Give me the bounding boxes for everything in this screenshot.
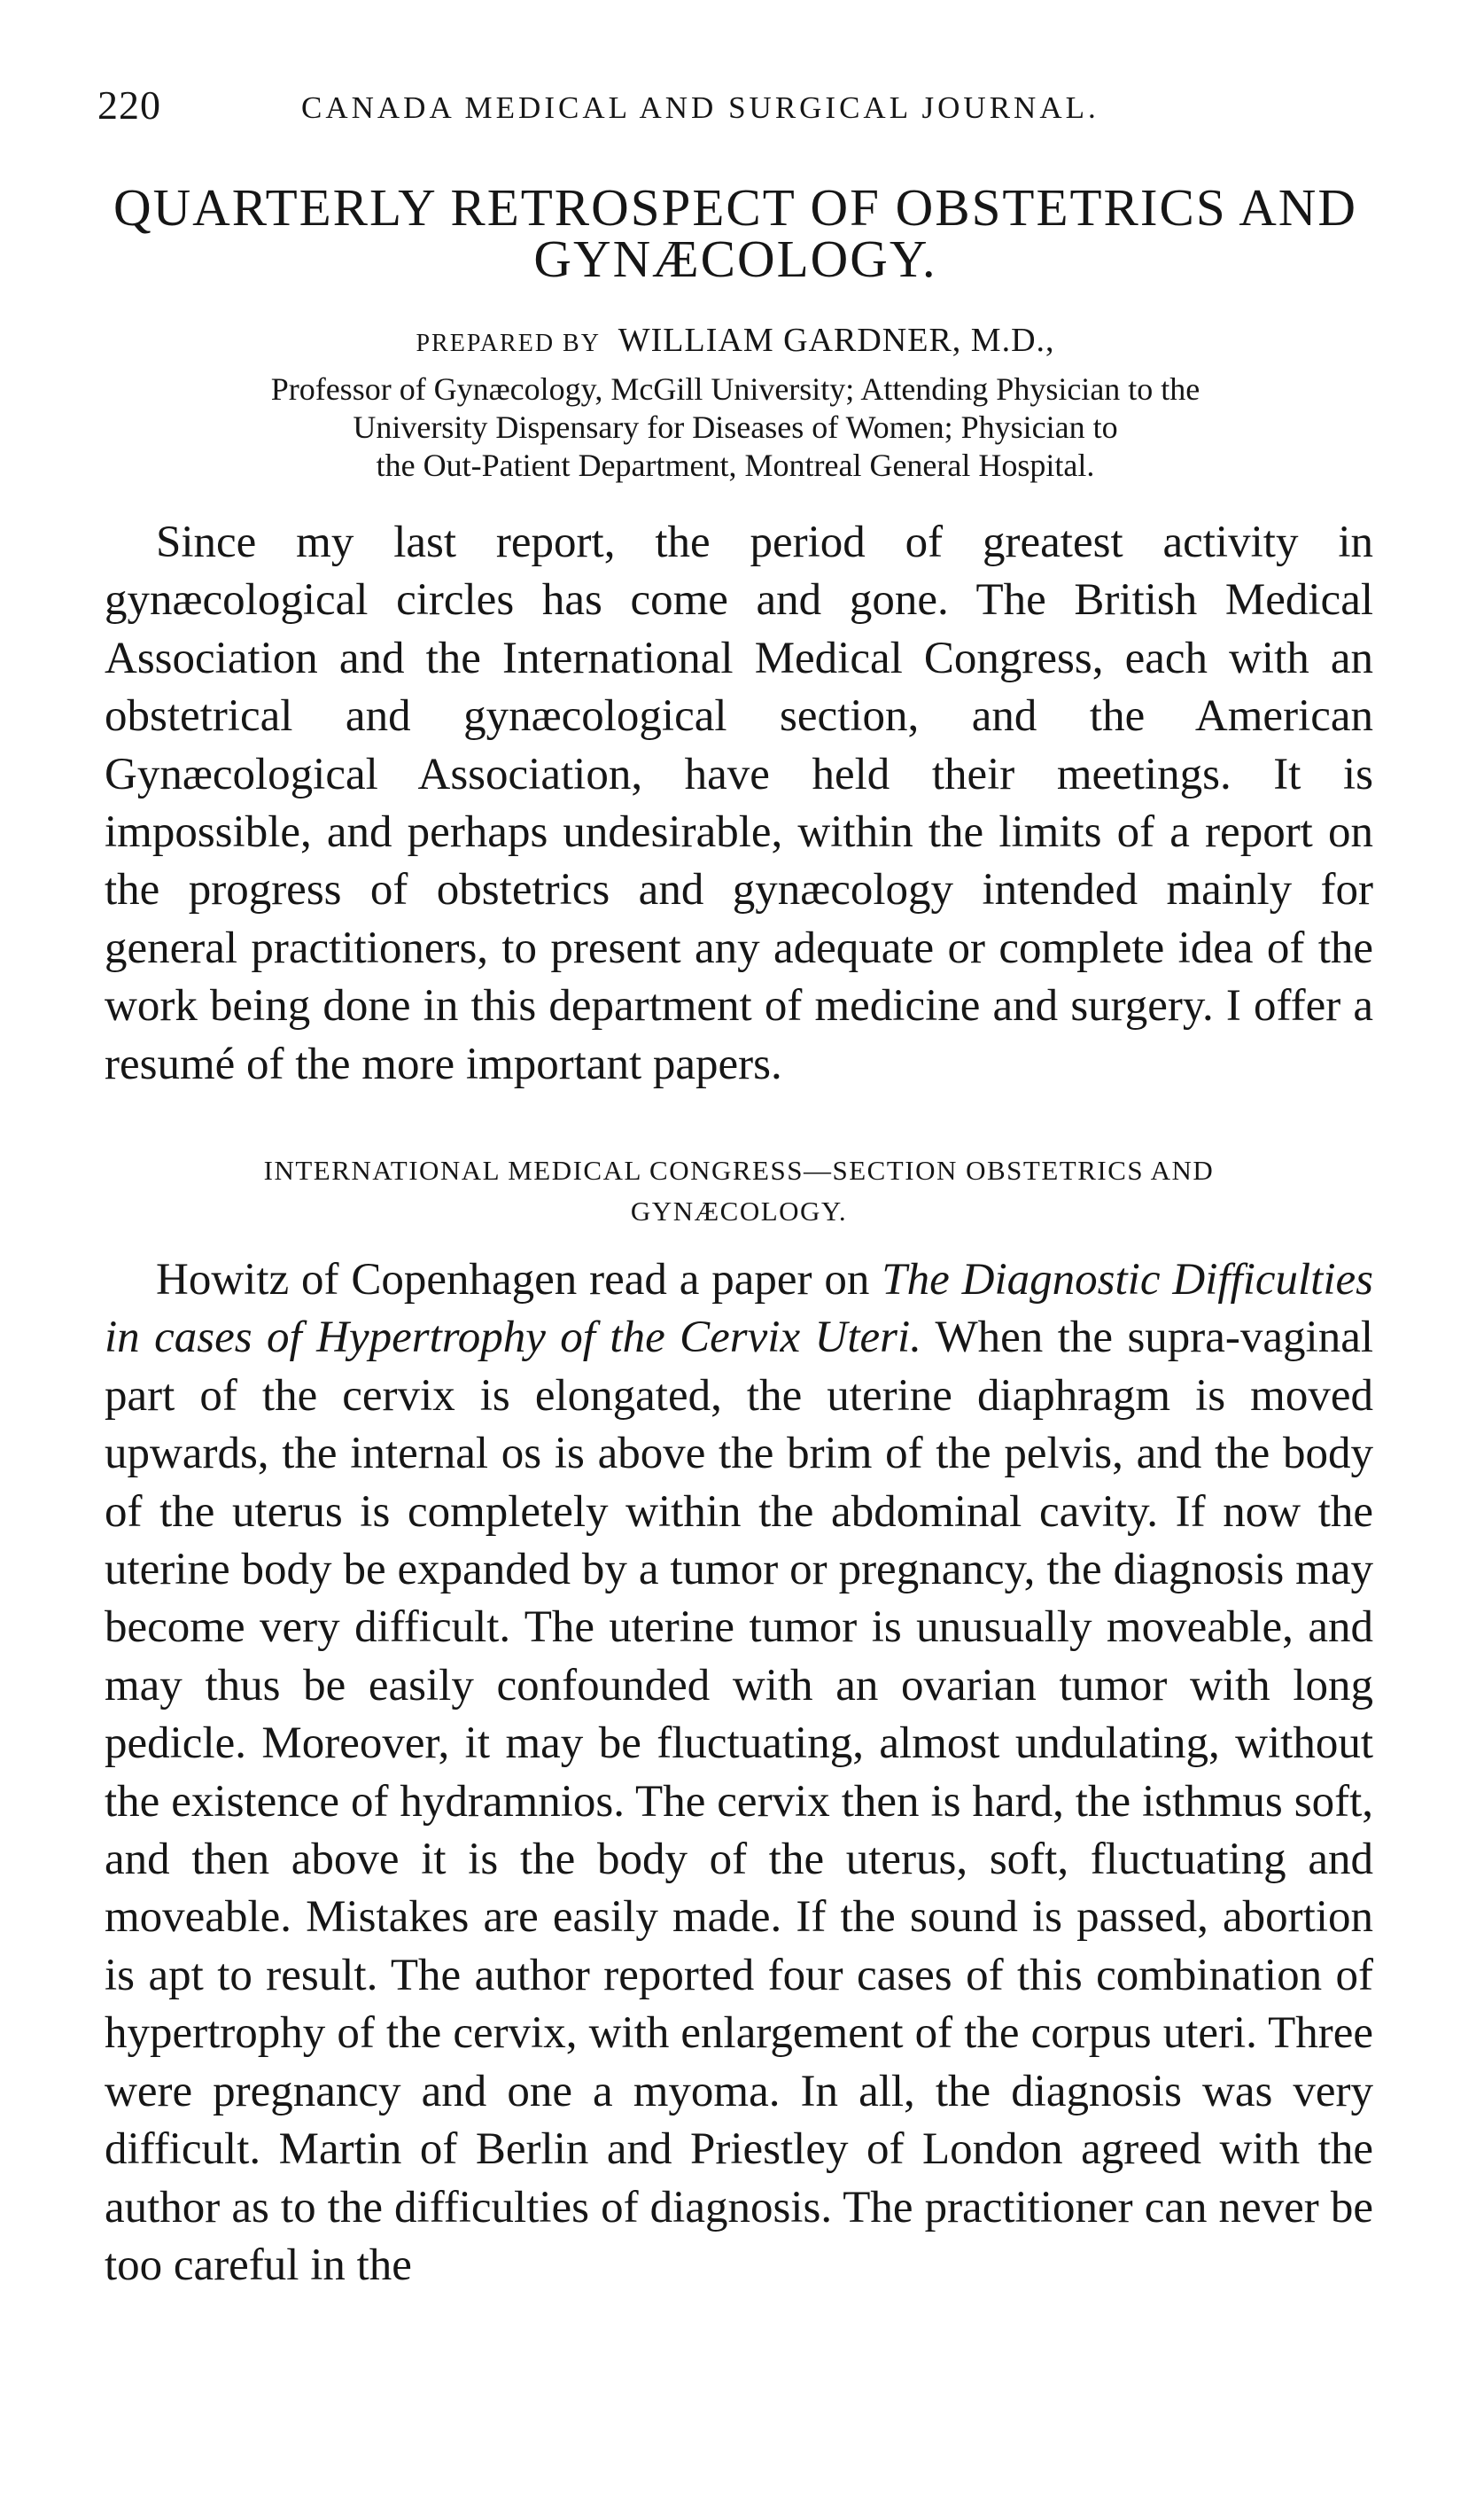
article-title-line-1: QUARTERLY RETROSPECT OF OBSTETRICS AND: [113, 178, 1358, 237]
byline: [97, 321, 1373, 360]
article-title-line-2: GYNÆCOLOGY.: [533, 230, 937, 288]
journal-title: CANADA MEDICAL AND SURGICAL JOURNAL.: [301, 90, 1099, 125]
affiliation-line-2: University Dispensary for Diseases of Women; Physician to: [353, 409, 1118, 445]
howitz-paragraph-body: When the supra-vaginal part of the cervix is elongated, the uterine diaphragm is moved upwards, the internal os is above the brim of the pelvis, and the body of the uterus is completely within the abdominal cavity. If now the uterine body be expanded by a tumor or pregnancy, the diagnosis may become very difficult. The uterine tumor is unusually moveable, and may thus be easily confounded with an ovarian tumor with long pedicle. Moreover, it may be fluctuating, almost undulating, without the existence of hydramnios. The cervix then is hard, the isthmus soft, and then above it is the body of the uterus, soft, fluctuating and moveable. Mistakes are easily made. If the sound is passed, abortion is apt to result. The author reported four cases of this combination of hypertrophy of the cervix, with enlargement of the corpus uteri. Three were pregnancy and one a myoma. In all, the diagnosis was very difficult. Martin of Berlin and Priestley of London agreed with the author as to the difficulties of diagnosis. The practitioner can never be too careful in the: [105, 1313, 1374, 2290]
author-name: WILLIAM GARDNER, M.D.,: [618, 322, 1055, 359]
paper-title: The Diagnostic Difficulties in cases of Hypertrophy of the Cervix Uteri.: [105, 1255, 1373, 1363]
intro-paragraph: Since my last report, the period of greatest activity in gynæcological circles has come and gone. The British Medical Association and the International Medical Congress, each with an obstetrical and gynæcological section, and the American Gynæcological Association, have held their meetings. It is impossible, and perhaps undesirable, within the limits of a report on the progress of obstetrics and gynæcology intended mainly for general practitioners, to present any adequate or complete idea of the work being done in this department of medicine and surgery. I offer a resumé of the more important papers.: [105, 518, 1373, 1089]
section-heading-line-2: GYNÆCOLOGY.: [630, 1196, 848, 1227]
running-head: [97, 82, 1364, 135]
section-heading: [105, 1150, 1373, 1232]
affiliation-line-1: Professor of Gynæcology, McGill University; Attending Physician to the: [270, 371, 1200, 407]
howitz-paragraph-lead: Howitz of Copenhagen read a paper on: [156, 1255, 882, 1305]
page-number: 220: [97, 82, 161, 128]
prepared-by-label: PREPARED BY: [416, 330, 601, 357]
article-title: [97, 178, 1373, 288]
affiliation-line-3: the Out-Patient Department, Montreal General Hospital.: [376, 448, 1095, 483]
howitz-paragraph: [105, 1251, 1373, 2295]
author-affiliation: [97, 370, 1373, 485]
section-heading-line-1: INTERNATIONAL MEDICAL CONGRESS—SECTION OBSTETRICS AND: [263, 1155, 1215, 1186]
